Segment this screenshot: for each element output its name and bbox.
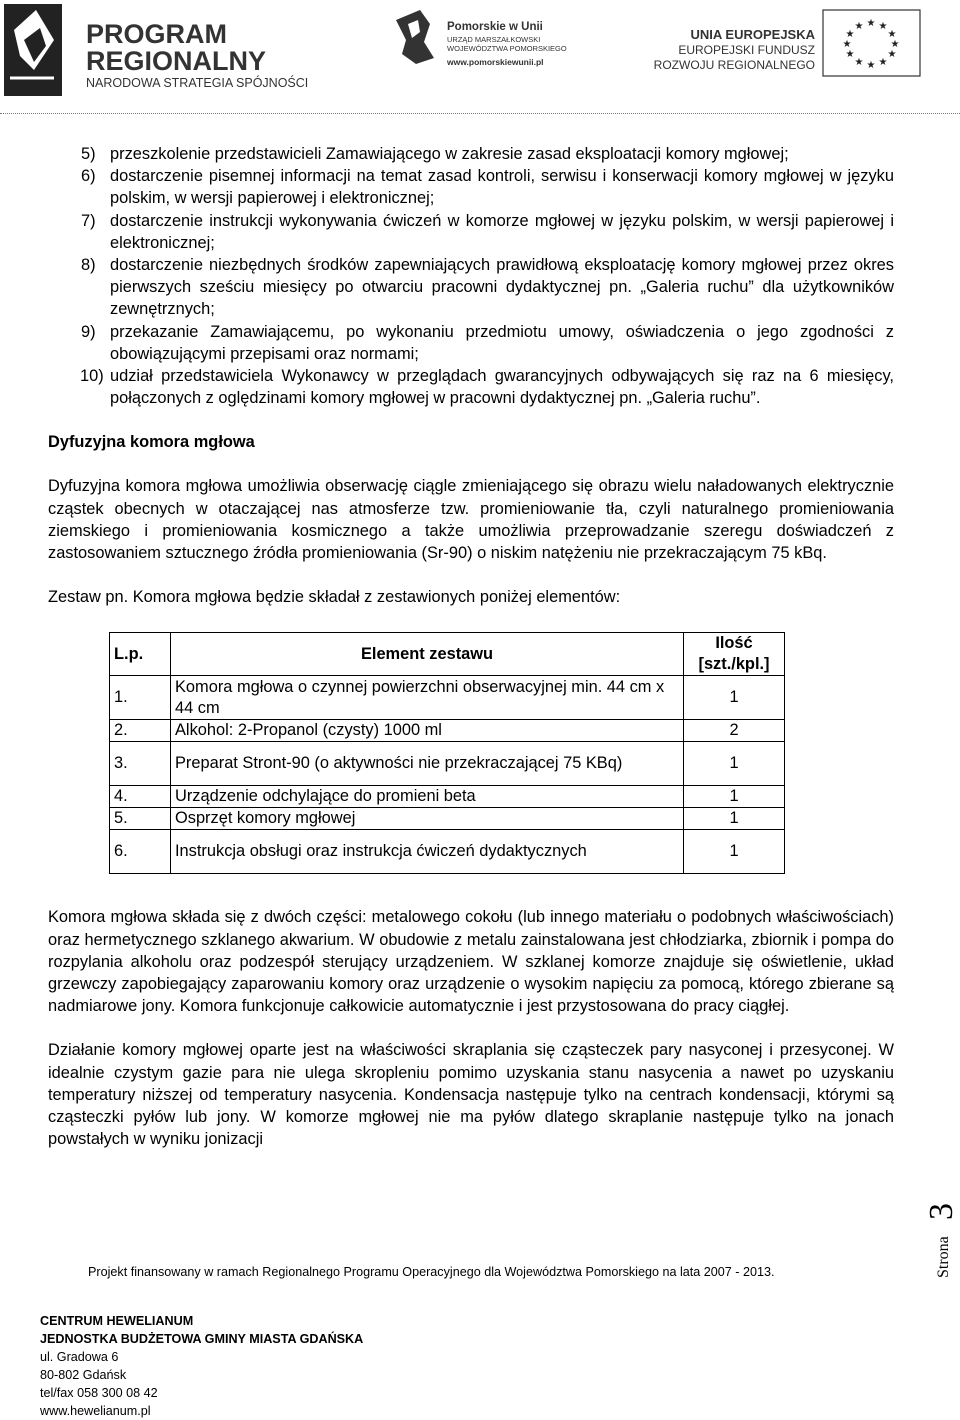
svg-text:★: ★ xyxy=(854,57,864,68)
cell-qty: 1 xyxy=(684,742,785,786)
svg-text:★: ★ xyxy=(890,39,900,50)
paragraph-construction: Komora mgłowa składa się z dwóch części: metalowego cokołu (lub innego materiału o podobnych właściwościach) oraz hermetycznego szklanego akwarium. W obudowie z metalu zainstalowana jest chłodziarka, zbiornik i pompa do rozpylania alkoholu oraz podzespół sterujący urządzeniem. W szklanej komorze znajduje się oświetlenie, układ grzewczy zapobiegający zaparowaniu komory oraz urządzenie o wysokim napięciu za pomocą, którego zbierane są nadmiarowe jony. Komora funkcjonuje całkowicie automatycznie i jest przystosowana do pracy ciągłej. xyxy=(48,908,894,1016)
list-item-text: dostarczenie pisemnej informacji na temat zasad kontroli, serwisu i konserwacji komory mgłowej w języku polskim, w wersji papierowej i elektronicznej; xyxy=(110,167,894,208)
svg-text:★: ★ xyxy=(887,29,897,40)
table-row xyxy=(110,786,785,808)
footer-note: Projekt finansowany w ramach Regionalnego Programu Operacyjnego dla Województwa Pomorskiego na lata 2007 - 2013. xyxy=(88,1265,775,1279)
page-header xyxy=(0,0,960,115)
list-item-text: przekazanie Zamawiającemu, po wykonaniu przedmiotu umowy, oświadczenia o jego zgodności z obowiązującymi przepisami oraz normami; xyxy=(110,322,894,363)
table-row xyxy=(110,720,785,742)
svg-text:★: ★ xyxy=(854,21,864,32)
list-item-number: 9) xyxy=(81,322,96,341)
page-number: 3 xyxy=(923,1203,960,1220)
list-item xyxy=(48,143,894,165)
list-item-text: dostarczenie instrukcji wykonywania ćwiczeń w komorze mgłowej w języku polskim, w wersji papierowej i elektronicznej; xyxy=(110,211,894,252)
column-header-element: Element zestawu xyxy=(171,633,684,676)
cell-qty: 2 xyxy=(684,720,785,742)
page-label: Strona xyxy=(935,1236,952,1278)
section-title: Dyfuzyjna komora mgłowa xyxy=(48,433,255,452)
list-item-number: 6) xyxy=(81,167,96,186)
pom-line4: www.pomorskiewunii.pl xyxy=(447,57,544,67)
cell-lp: 5. xyxy=(110,808,171,830)
cell-qty: 1 xyxy=(684,786,785,808)
address-block xyxy=(40,1312,363,1420)
header-divider xyxy=(0,113,960,114)
paragraph-intro: Dyfuzyjna komora mgłowa umożliwia obserwację ciągle zmieniającego się obrazu wielu naładowanych elektrycznie cząstek obecnych w otaczającej nas atmosferze tzw. promieniowanie tła, czyli naturalnego promieniowania ziemskiego i promieniowania kosmicznego a także umożliwia przeprowadzanie szeregu doświadczeń z zastosowaniem sztucznego źródła promieniowania (Sr-90) o niskim natężeniu nie przekraczającym 75 kBq. xyxy=(48,477,894,563)
cell-element: Instrukcja obsługi oraz instrukcja ćwiczeń dydaktycznych xyxy=(171,830,684,874)
program-title-2: REGIONALNY xyxy=(86,46,267,76)
svg-text:★: ★ xyxy=(878,21,888,32)
svg-text:★: ★ xyxy=(878,57,888,68)
address-line-3: ul. Gradowa 6 xyxy=(40,1350,119,1364)
column-header-lp: L.p. xyxy=(110,633,171,676)
list-item-text: udział przedstawiciela Wykonawcy w przeglądach gwarancyjnych odbywających się raz na 6 miesięcy, połączonych z oględzinami komory mgłowej w pracowni dydaktycznej pn. „Galeria ruchu”. xyxy=(110,367,894,408)
paragraph-operation: Działanie komory mgłowej oparte jest na właściwości skraplania się cząsteczek pary nasyconej i przesyconej. W idealnie czystym gazie para nie ulega skropleniu pomimo uzyskania stanu nasycenia a nawet po uzyskaniu temperatury niższej od temperatury nasycenia. Kondensacja następuje tylko na centrach kondensacji, którymi są cząsteczki pyłów lub jony. W komorze mgłowej nie ma pyłów dlatego skraplanie następuje tylko na jonach powstałych w wyniku jonizacji xyxy=(48,1041,894,1149)
cell-lp: 6. xyxy=(110,830,171,874)
cell-lp: 4. xyxy=(110,786,171,808)
cell-lp: 1. xyxy=(110,676,171,720)
list-item-text: przeszkolenie przedstawicieli Zamawiającego w zakresie zasad eksploatacji komory mgłowej; xyxy=(110,145,789,163)
address-line-1: CENTRUM HEWELIANUM xyxy=(40,1314,194,1328)
pomorskie-griffin-icon xyxy=(396,10,434,64)
svg-text:★: ★ xyxy=(842,39,852,50)
table-row xyxy=(110,830,785,874)
svg-text:★: ★ xyxy=(887,49,897,60)
list-item xyxy=(48,165,894,209)
list-item-number: 8) xyxy=(81,256,96,275)
eu-flag-icon xyxy=(823,10,920,76)
cell-lp: 3. xyxy=(110,742,171,786)
header-logos xyxy=(0,0,960,115)
page-number-label xyxy=(918,1170,960,1280)
cell-qty: 1 xyxy=(684,808,785,830)
column-header-qty: Ilość [szt./kpl.] xyxy=(684,633,785,676)
program-subtitle: NARODOWA STRATEGIA SPÓJNOŚCI xyxy=(86,76,309,90)
requirements-list xyxy=(48,143,894,409)
cell-lp: 2. xyxy=(110,720,171,742)
svg-text:★: ★ xyxy=(845,49,855,60)
address-line-2: JEDNOSTKA BUDŻETOWA GMINY MIASTA GDAŃSKA xyxy=(40,1332,364,1346)
table-row xyxy=(110,676,785,720)
table-header-row xyxy=(110,633,785,676)
list-item-number: 7) xyxy=(81,211,96,230)
cell-element: Alkohol: 2-Propanol (czysty) 1000 ml xyxy=(171,720,684,742)
cell-qty: 1 xyxy=(684,830,785,874)
program-title-1: PROGRAM xyxy=(86,19,227,49)
paragraph-set: Zestaw pn. Komora mgłowa będzie składał z zestawionych poniżej elementów: xyxy=(48,588,621,607)
pom-line3: WOJEWÓDZTWA POMORSKIEGO xyxy=(447,44,567,53)
svg-text:★: ★ xyxy=(845,29,855,40)
eu-line1: UNIA EUROPEJSKA xyxy=(690,27,815,42)
pom-line1: Pomorskie w Unii xyxy=(447,21,543,33)
svg-text:★: ★ xyxy=(866,18,876,29)
list-item xyxy=(48,254,894,321)
list-item-text: dostarczenie niezbędnych środków zapewniających prawidłową eksploatację komory mgłowej przez okres pierwszych sześciu miesięcy po otwarciu pracowni dydaktycznej pn. „Galeria ruchu” dla użytkowników zewnętrznych; xyxy=(110,256,894,319)
cell-element: Komora mgłowa o czynnej powierzchni obserwacyjnej min. 44 cm x 44 cm xyxy=(171,676,684,720)
cell-element: Urządzenie odchylające do promieni beta xyxy=(171,786,684,808)
table-row xyxy=(110,808,785,830)
list-item xyxy=(48,210,894,254)
list-item-number: 10) xyxy=(80,367,104,386)
cell-element: Preparat Stront-90 (o aktywności nie przekraczającej 75 KBq) xyxy=(171,742,684,786)
document-body xyxy=(48,143,894,1150)
program-regionalny-logo-icon xyxy=(4,4,62,96)
address-line-6: www.hewelianum.pl xyxy=(40,1404,151,1418)
pom-line2: URZĄD MARSZAŁKOWSKI xyxy=(447,35,541,44)
svg-text:★: ★ xyxy=(866,60,876,71)
eu-line2: EUROPEJSKI FUNDUSZ xyxy=(678,43,815,57)
elements-table xyxy=(109,632,785,874)
list-item-number: 5) xyxy=(81,145,96,163)
cell-element: Osprzęt komory mgłowej xyxy=(171,808,684,830)
address-line-5: tel/fax 058 300 08 42 xyxy=(40,1386,158,1400)
list-item xyxy=(48,365,894,409)
address-line-4: 80-802 Gdańsk xyxy=(40,1368,127,1382)
eu-line3: ROZWOJU REGIONALNEGO xyxy=(653,58,815,72)
list-item xyxy=(48,321,894,365)
table-row xyxy=(110,742,785,786)
cell-qty: 1 xyxy=(684,676,785,720)
